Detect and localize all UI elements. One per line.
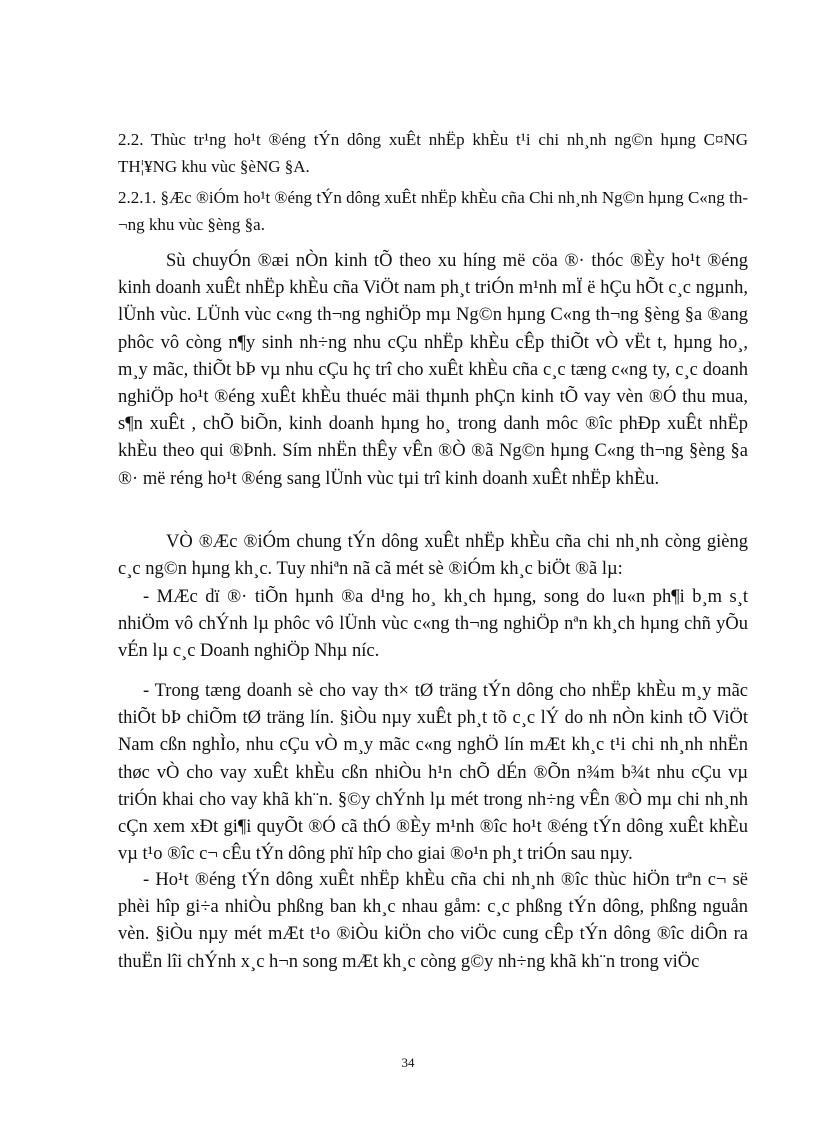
paragraph-4: - Trong tæng doanh sè cho vay th× tØ träng tÝn dông cho nhËp khÈu m¸y mãc thiÕt bÞ chiÕm tØ träng lín. §iÒu nµy xuÊt ph¸t tõ c¸c lÝ do nh nÒn kinh tÕ ViÖt Nam cßn nghÌo, nhu cÇu vÒ m¸y mãc c«ng nghÖ lín mÆt kh¸c t¹i chi nh¸nh nhËn thøc vÒ cho vay xuÊt khÈu cßn nhiÒu h¹n chÕ dÉn ®Õn n¾m b¾t nhu cÇu vµ triÓn khai cho vay khã kh¨n. §©y chÝnh lµ mét trong nh÷ng vÊn ®Ò mµ chi nh¸nh cÇn xem xÐt gi¶i quyÕt ®Ó cã thÓ ®Èy m¹nh ®îc ho¹t ®éng tÝn dông xuÊt khÈu vµ t¹o ®îc c¬ cÊu tÝn dông phï hîp cho giai ®o¹n ph¸t triÓn sau nµy.: [118, 681, 748, 865]
paragraph-3: - MÆc dï ®· tiÕn hµnh ®a d¹ng ho¸ kh¸ch hµng, song do lu«n ph¶i b¸m s¸t nhiÖm vô chÝnh lµ phôc vô lÜnh vùc c«ng th¬ng nghiÖp nªn kh¸ch hµng chñ yÕu vÉn lµ c¸c Doanh nghiÖp Nhµ níc.: [118, 587, 748, 662]
paragraph-2: VÒ ®Æc ®iÓm chung tÝn dông xuÊt nhËp khÈu cña chi nh¸nh còng gièng c¸c ng©n hµng kh¸c. Tuy nhiªn nã cã mét sè ®iÓm kh¸c biÖt ®ã lµ:: [118, 532, 748, 580]
page-number: 34: [401, 1055, 415, 1070]
paragraph-5: - Ho¹t ®éng tÝn dông xuÊt nhËp khÈu cña chi nh¸nh ®îc thùc hiÖn trªn c¬ së phèi hîp gi÷a nhiÒu phßng ban kh¸c nhau gåm: c¸c phßng tÝn dông, phßng nguån vèn. §iÒu nµy mét mÆt t¹o ®iÒu kiÖn cho viÖc cung cÊp tÝn dông ®îc diÔn ra thuËn lîi chÝnh x¸c h¬n song mÆt kh¸c còng g©y nh÷ng khã kh¨n trong viÖc: [118, 870, 748, 972]
section-heading-2-2-1: 2.2.1. §Æc ®iÓm ho¹t ®éng tÝn dông xuÊt nhËp khÈu cña Chi nh¸nh Ng©n hµng C«ng th¬ng khu vùc §èng §a.: [118, 188, 748, 234]
paragraph-1: Sù chuyÓn ®æi nÒn kinh tÕ theo xu híng më cöa ®· thóc ®Èy ho¹t ®éng kinh doanh xuÊt nhËp khÈu cña ViÖt nam ph¸t triÓn m¹nh mÏ ë hÇu hÕt c¸c ngµnh, lÜnh vùc. LÜnh vùc c«ng th¬ng nghiÖp mµ Ng©n hµng C«ng th¬ng §èng §a ®ang phôc vô còng n¶y sinh nh÷ng nhu cÇu nhËp khÈu cÊp thiÕt vÒ vËt t, hµng ho¸, m¸y mãc, thiÕt bÞ vµ nhu cÇu hç trî cho xuÊt khÈu cña c¸c tæng c«ng ty, c¸c doanh nghiÖp ho¹t ®éng xuÊt khÈu thuéc mäi thµnh phÇn kinh tÕ vay vèn ®Ó thu mua, s¶n xuÊt , chÕ biÕn, kinh doanh hµng ho¸ trong danh môc ®îc phÐp xuÊt nhËp khÈu theo qui ®Þnh. Sím nhËn thÊy vÊn ®Ò ®ã Ng©n hµng C«ng th¬ng §èng §a ®· më réng ho¹t ®éng sang lÜnh vùc tµi trî kinh doanh xuÊt nhËp khÈu.: [118, 251, 748, 489]
section-heading-2-2: 2.2. Thùc tr¹ng ho¹t ®éng tÝn dông xuÊt nhËp khÈu t¹i chi nh¸nh ng©n hµng C¤NG TH¦¥NG khu vùc §èNG §A.: [118, 130, 748, 176]
